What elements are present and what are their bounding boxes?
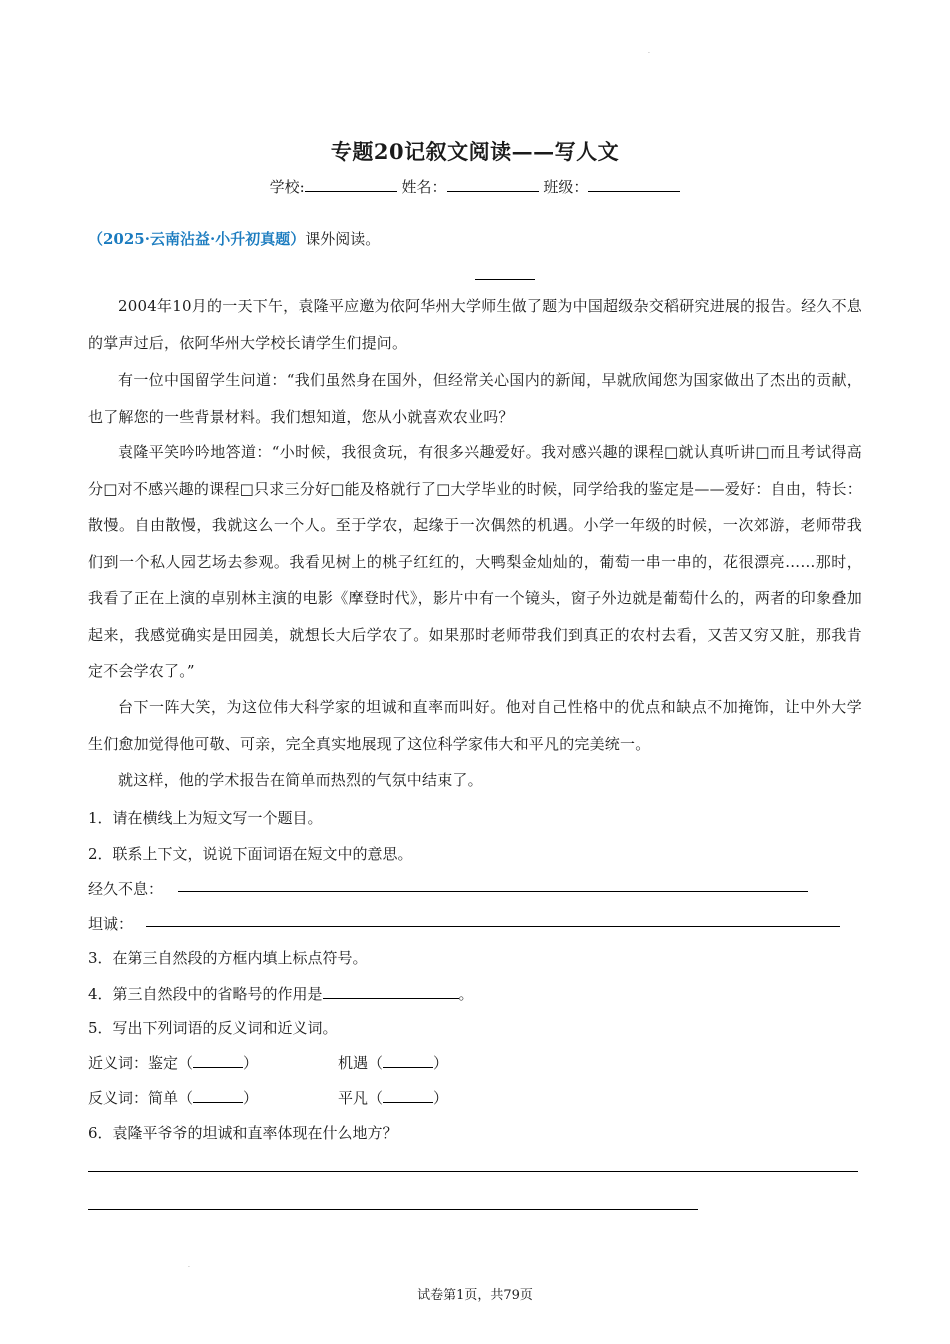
name-blank[interactable] <box>447 179 539 192</box>
student-info-row <box>0 176 950 197</box>
passage-paragraph-1: 2004年10月的一天下午，袁隆平应邀为依阿华州大学师生做了题为中国超级杂交稻研究进展的报告。经久不息的掌声过后，依阿华州大学校长请学生们提问。 <box>88 297 862 352</box>
scan-dot: . <box>648 48 650 55</box>
question-5-antonyms-row: 反义词：简单（ ） <box>88 1089 259 1107</box>
page-title: 专题20记叙文阅读——写人文 <box>330 139 620 164</box>
passage-paragraph-2: 有一位中国留学生问道：“我们虽然身在国外，但经常关心国内的新闻，早就欣闻您为国家做出了杰出的贡献，也了解您的一些背景材料。我们想知道，您从小就喜欢农业吗？ <box>88 371 862 426</box>
question-2a-answer-line[interactable] <box>178 891 808 892</box>
page-footer: 试卷第1页，共79页 <box>417 1288 533 1303</box>
question-4-end: 。 <box>458 985 474 1003</box>
synonym-label: 近义词：鉴定（ <box>88 1054 194 1072</box>
question-5-synonym-2: 机遇（ ） <box>338 1054 449 1072</box>
question-2a-label: 经久不息： <box>88 880 164 898</box>
question-1: 1．请在横线上为短文写一个题目。 <box>88 809 323 827</box>
school-blank[interactable] <box>305 179 397 192</box>
question-4 <box>88 983 474 1004</box>
question-2b-answer-line[interactable] <box>146 926 840 927</box>
source-text: 课外阅读。 <box>305 230 381 248</box>
question-6: 6．袁隆平爷爷的坦诚和直率体现在什么地方？ <box>88 1124 398 1142</box>
antonym-label: 反义词：简单（ <box>88 1089 194 1107</box>
passage-title-blank[interactable] <box>475 279 535 280</box>
question-source <box>88 228 380 249</box>
question-4-text: 4．第三自然段中的省略号的作用是 <box>88 985 323 1003</box>
question-2: 2．联系上下文，说说下面词语在短文中的意思。 <box>88 845 413 863</box>
name-label: 姓名： <box>401 178 447 196</box>
question-5: 5．写出下列词语的反义词和近义词。 <box>88 1019 338 1037</box>
class-label: 班级： <box>543 178 589 196</box>
synonym-blank-1[interactable] <box>193 1055 243 1068</box>
scan-dot: . <box>188 1262 190 1269</box>
passage-paragraph-4: 台下一阵大笑，为这位伟大科学家的坦诚和直率而叫好。他对自己性格中的优点和缺点不加掩饰，让中外大学生们愈加觉得他可敬、可亲，完全真实地展现了这位科学家伟大和平凡的完美统一。 <box>88 698 862 753</box>
question-3: 3．在第三自然段的方框内填上标点符号。 <box>88 949 368 967</box>
question-6-answer-line-2[interactable] <box>88 1209 698 1210</box>
source-tag: （2025·云南沾益·小升初真题） <box>88 230 306 248</box>
question-4-blank[interactable] <box>323 986 459 999</box>
passage-paragraph-5: 就这样，他的学术报告在简单而热烈的气氛中结束了。 <box>118 771 483 789</box>
antonym-word-2: 平凡（ <box>338 1089 384 1107</box>
question-5-synonyms-row: 近义词：鉴定（ ） <box>88 1054 259 1072</box>
question-2b-label: 坦诚： <box>88 915 134 933</box>
synonym-word-2: 机遇（ <box>338 1054 384 1072</box>
passage-paragraph-3: 袁隆平笑吟吟地答道：“小时候，我很贪玩，有很多兴趣爱好。我对感兴趣的课程□就认真听讲□而且考试得高分□对不感兴趣的课程□只求三分好□能及格就行了□大学毕业的时候，同学给我的鉴定是——爱好：自由，特长：散慢。自由散慢，我就这么一个人。至于学农，起缘于一次偶然的机遇。小学一年级的时候，一次郊游，老师带我们到一个私人园艺场去参观。我看见树上的桃子红红的，大鸭梨金灿灿的，葡萄一串一串的，花很漂亮……那时，我看了正在上演的卓别林主演的电影《摩登时代》，影片中有一个镜头，窗子外边就是葡萄什么的，两者的印象叠加起来，我感觉确实是田园美，就想长大后学农了。如果那时老师带我们到真正的农村去看，又苦又穷又脏，那我肯定不会学农了。” <box>88 443 862 680</box>
antonym-blank-1[interactable] <box>193 1090 243 1103</box>
question-5-antonym-2: 平凡（ ） <box>338 1089 449 1107</box>
antonym-blank-2[interactable] <box>383 1090 433 1103</box>
class-blank[interactable] <box>588 179 680 192</box>
question-6-answer-line-1[interactable] <box>88 1171 858 1172</box>
school-label: 学校: <box>269 178 305 196</box>
synonym-blank-2[interactable] <box>383 1055 433 1068</box>
